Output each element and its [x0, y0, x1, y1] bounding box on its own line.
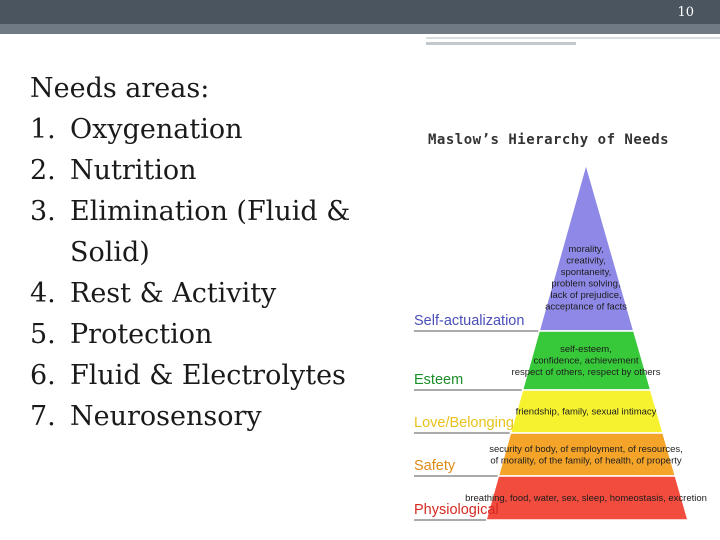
list-number: 3.	[30, 196, 56, 227]
pyramid-side-label: Love/Belonging	[414, 415, 514, 431]
pyramid-level-text: lack of prejudice,	[550, 289, 622, 301]
needs-list-item	[30, 273, 390, 314]
list-text: Protection	[70, 319, 213, 350]
needs-list	[30, 109, 390, 437]
maslow-pyramid-figure	[400, 128, 710, 528]
list-number: 5.	[30, 319, 56, 350]
list-text: Neurosensory	[70, 401, 262, 432]
needs-list-item	[30, 355, 390, 396]
pyramid-side-label: Self-actualization	[414, 313, 525, 329]
list-number: 4.	[30, 278, 56, 309]
pyramid-level-text: problem solving,	[551, 278, 621, 290]
pyramid-side-label: Esteem	[414, 372, 464, 388]
needs-list-item	[30, 109, 390, 150]
list-number: 7.	[30, 401, 56, 432]
needs-list-item	[30, 191, 390, 273]
pyramid-level-text: of morality, of the family, of health, of property	[490, 455, 682, 467]
pyramid-side-label: Physiological	[414, 502, 499, 518]
list-text: Nutrition	[70, 155, 197, 186]
list-text: Oxygenation	[70, 114, 243, 145]
list-number: 6.	[30, 360, 56, 391]
pyramid-svg	[400, 128, 710, 528]
top-bar	[0, 0, 720, 24]
list-number: 2.	[30, 155, 56, 186]
list-text: Elimination (Fluid & Solid)	[70, 196, 351, 268]
list-number: 1.	[30, 114, 56, 145]
pyramid-level-text: creativity,	[566, 255, 606, 267]
pyramid-level-text: friendship, family, sexual intimacy	[515, 406, 657, 418]
pyramid-level-text: morality,	[568, 243, 604, 255]
needs-list-item	[30, 314, 390, 355]
pyramid-level-text: security of body, of employment, of resources,	[489, 443, 683, 455]
pyramid-level-text: spontaneity,	[560, 266, 612, 278]
pyramid-level-text: breathing, food, water, sex, sleep, homeostasis, excretion	[465, 493, 707, 504]
pyramid-level-text: self-esteem,	[560, 344, 612, 355]
decorative-line-short	[426, 42, 576, 45]
needs-areas-text	[30, 68, 390, 437]
decorative-line	[426, 37, 720, 39]
pyramid-title: Maslow’s Hierarchy of Needs	[428, 132, 670, 148]
needs-heading: Needs areas:	[30, 73, 210, 104]
pyramid-level-text: acceptance of facts	[545, 301, 627, 313]
needs-list-item	[30, 150, 390, 191]
pyramid-level-text: respect of others, respect by others	[511, 367, 661, 378]
list-text: Fluid & Electrolytes	[70, 360, 346, 391]
top-bar-accent	[0, 24, 720, 34]
pyramid-level-text: confidence, achievement	[533, 355, 639, 367]
list-text: Rest & Activity	[70, 278, 277, 309]
pyramid-side-label: Safety	[414, 458, 456, 474]
page-number: 10	[677, 5, 694, 20]
needs-list-item	[30, 396, 390, 437]
